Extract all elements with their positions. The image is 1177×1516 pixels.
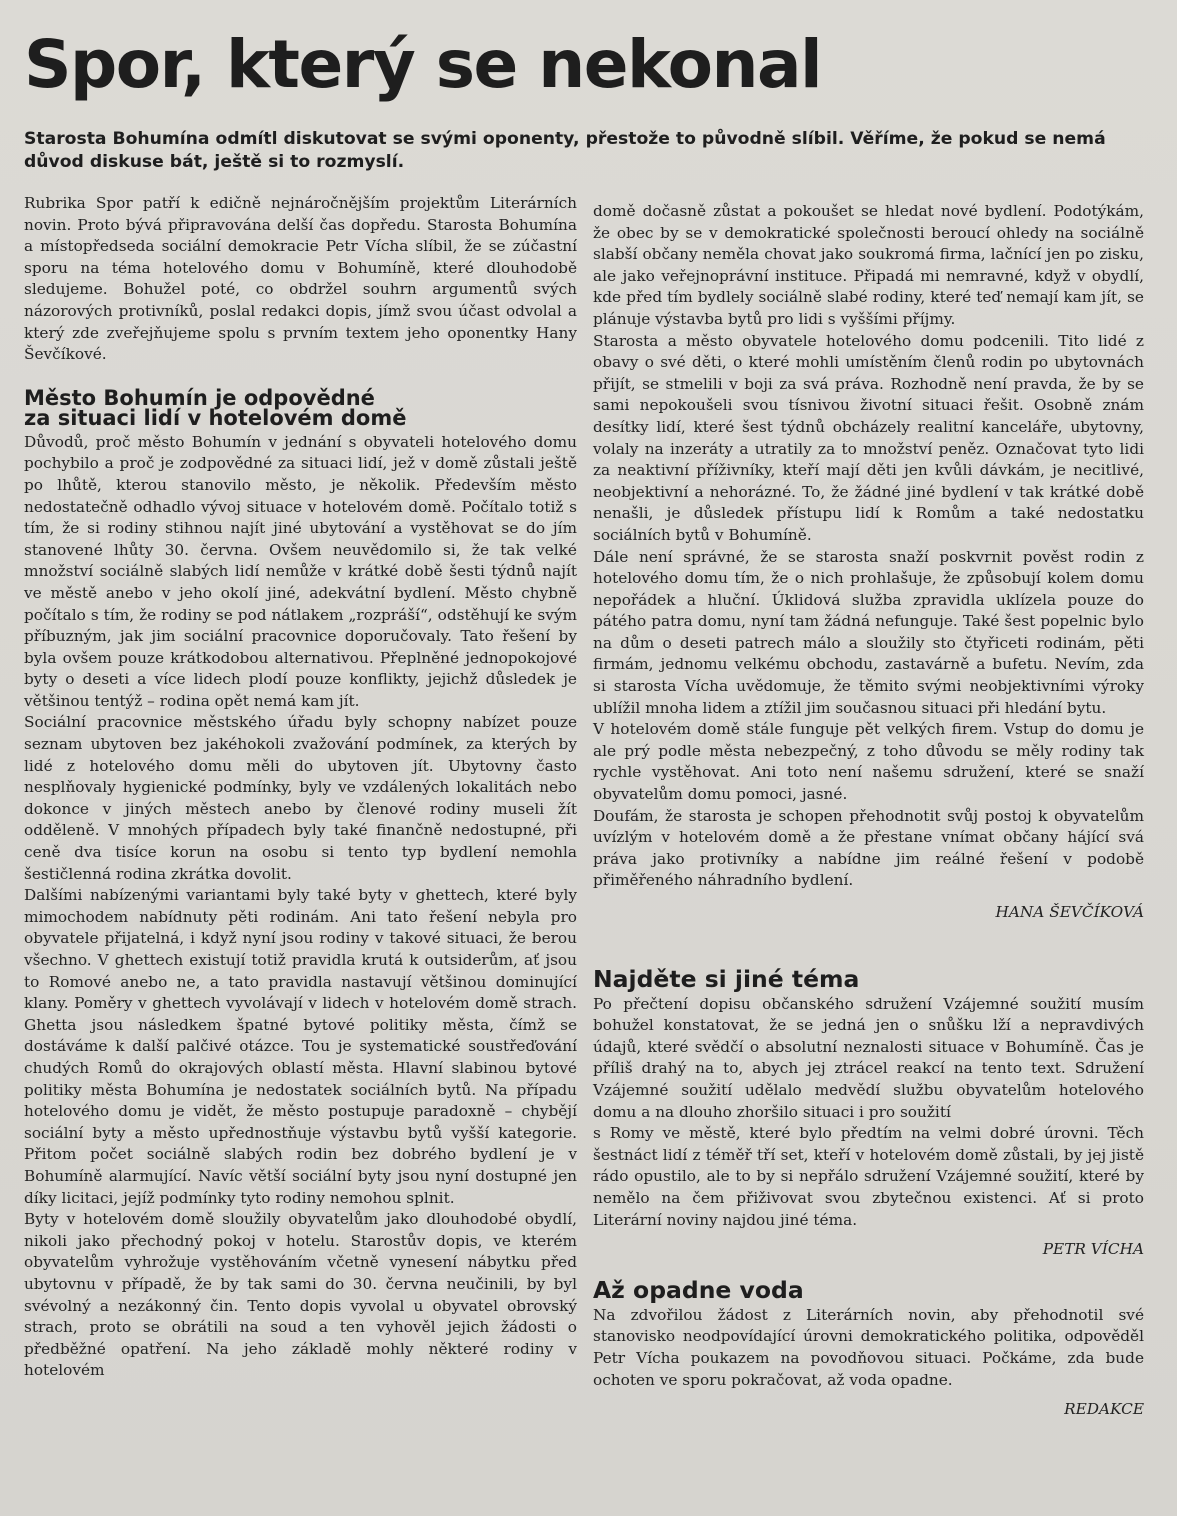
article1-heading-line1: Město Bohumín je odpovědné: [24, 385, 375, 410]
intro-paragraph: Rubrika Spor patří k edičně nejnáročnějším projektům Literárních novin. Proto bývá připravována delší čas dopředu. Starosta Bohumína a místopředseda sociální demokracie Petr Vícha slíbil, že se zúčastní sporu na téma hotelového domu v Bohumíně, které dlouhodobě sledujeme. Bohužel poté, co obdržel souhrn argumentů svých názorových protivníků, poslal redakci dopis, jímž svou účast odvolal a který zde zveřejňujeme spolu s prvním textem jeho oponentky Hany Ševčíkové.: [24, 194, 577, 364]
article2-paragraph: Po přečtení dopisu občanského sdružení Vzájemné soužití musím bohužel konstatovat, že se jedná jen o snůšku lží a nepravdivých údajů, které svědčí o absolutní neznalosti situace v Bohumíně. Čas je příliš drahý na to, abych jej ztrácel reakcí na tento text. Sdružení Vzájemné soužití udělalo medvědí službu obyvatelům hotelového domu a na dlouho zhoršilo situaci i pro soužití: [593, 994, 1144, 1121]
article1-paragraph: Sociální pracovnice městského úřadu byly schopny nabízet pouze seznam ubytoven bez jakéhokoli zvažování podmínek, za kterých by lidé z hotelového domu měli do ubytoven jít. Ubytovny často nesplňovaly hygienické podmínky, byly ve vzdálených lokalitách nebo dokonce v jiných městech anebo by členové rodiny museli žít odděleně. V mnohých případech byly také finančně nedostupné, při ceně dva tisíce korun na osobu si tento typ bydlení nemohla šestičlenná rodina zkrátka dovolit.: [24, 713, 577, 883]
deck-subtitle: Starosta Bohumína odmítl diskutovat se svými oponenty, přestože to původně slíbil. Věříme, že pokud se nemá důvod diskuse bát, ještě si to rozmyslí.: [24, 129, 1106, 172]
article2-heading: Najděte si jiné téma: [593, 964, 860, 993]
article1-paragraph: Dalšími nabízenými variantami byly také byty v ghettech, které byly mimochodem nabídnuty pěti rodinám. Ani tato řešení nebyla pro obyvatele přijatelná, i když nyní jsou rodiny v takové situaci, že berou všechno. V ghettech existují totiž pravidla krutá k outsiderům, ať jsou to Romové anebo ne, a tato pravidla nastavují většinou dominující klany. Poměry v ghettech vyvolávají v lidech v hotelovém domě strach. Ghetta jsou následkem špatné bytové politiky města, čímž se dostáváme k další palčivé otázce. Tou je systematické soustřeďování chudých Romů do okrajových oblastí města. Hlavní slabinou bytové politiky města Bohumína je nedostatek sociálních bytů. Na případu hotelového domu je vidět, že město postupuje paradoxně – chybějí sociální byty a město upřednostňuje výstavbu bytů vyšší kategorie. Přitom počet sociálně slabých rodin bez dobrého bydlení je v Bohumíně alarmující. Navíc větší sociální byty jsou nyní dostupné jen díky licitaci, jejíž podmínky tyto rodiny nemohou splnit.: [24, 886, 577, 1207]
article1-paragraph: Byty v hotelovém domě sloužily obyvatelům jako dlouhodobé obydlí, nikoli jako přechodný pokoj v hotelu. Starostův dopis, ve kterém obyvatelům vyhrožuje vystěhováním včetně vynesení nábytku před ubytovnu v případě, že by tak sami do 30. června neučinili, by byl svévolný a nezákonný čin. Tento dopis vyvolal u obyvatel obrovský strach, proto se obrátili na soud a ten vyhověl jejich žádosti o předběžné opatření. Na jeho základě mohly některé rodiny v hotelovém: [24, 1210, 577, 1380]
article3-paragraph: Na zdvořilou žádost z Literárních novin, aby přehodnotil své stanovisko neodpovídající úrovni demokratického politika, odpověděl Petr Vícha poukazem na povodňovou situaci. Počkáme, zda bude ochoten ve sporu pokračovat, až voda opadne.: [593, 1305, 1144, 1389]
article1-paragraph: Starosta a město obyvatele hotelového domu podcenili. Tito lidé z obavy o své děti, o které mohli umístěním členů rodin po ubytovnách přijít, se stmelili v boji za svá práva. Rozhodně není pravda, že by se sami nepokoušeli svou tísnivou životní situaci řešit. Osobně znám desítky lidí, které šest týdnů obcházely realitní kanceláře, ubytovny, volaly na inzeráty a utratily za to množství peněz. Označovat tyto lidi za neaktivní příživníky, kteří mají děti jen kvůli dávkám, je necitlivé, neobjektivní a nehorázné. To, že žádné jiné bydlení v tak krátké době nenašli, je důsledek přístupu lidí k Romům a také nedostatku sociálních bytů v Bohumíně.: [593, 331, 1144, 544]
article1-paragraph: domě dočasně zůstat a pokoušet se hledat nové bydlení. Podotýkám, že obec by se v demokratické společnosti beroucí ohledy na sociálně slabší občany neměla chovat jako soukromá firma, lačnící jen po zisku, ale jako veřejnoprávní instituce. Připadá mi nemravné, když v obydlí, kde před tím bydlely sociálně slabé rodiny, které teď nemají kam jít, se plánuje výstavba bytů pro lidi s vyššími příjmy.: [593, 202, 1144, 328]
article1-heading-line2: za situaci lidí v hotelovém domě: [24, 405, 407, 430]
article2-paragraph: s Romy ve městě, které bylo předtím na velmi dobré úrovni. Těch šestnáct lidí z téměř tří set, kteří v hotelovém domě zůstali, by jej jistě rádo opustilo, ale to by si nepřálo sdružení Vzájemné soužití, které by nemělo na čem přiživovat svou zbytečnou existenci. Ať si proto Literární noviny najdou jiné téma.: [593, 1124, 1144, 1229]
left-column: [24, 193, 577, 1382]
article1-paragraph: Doufám, že starosta je schopen přehodnotit svůj postoj k obyvatelům uvízlým v hotelovém domě a že přestane vnímat občany hájící svá práva jako protivníky a nabídne jim reálné řešení v podobě přiměřeného náhradního bydlení.: [593, 806, 1144, 890]
article2-author: PETR VÍCHA: [1042, 1240, 1144, 1259]
article1-author: HANA ŠEVČÍKOVÁ: [995, 903, 1144, 921]
article1-paragraph: Dále není správné, že se starosta snaží poskvrnit pověst rodin z hotelového domu tím, že o nich prohlašuje, že způsobují kolem domu nepořádek a hluční. Úklidová služba zpravidla uklízela pouze do pátého patra domu, nyní tam žádná nefunguje. Také šest popelnic bylo na dům o deseti patrech málo a sloužily sto čtyřiceti rodinám, pěti firmám, jednomu velkému obchodu, zastavárně a bufetu. Nevím, zda si starosta Vícha uvědomuje, že těmito svými neobjektivními výroky ublížil mnoha lidem a ztížil jim současnou situaci při hledání bytu.: [593, 547, 1144, 717]
article3-author: REDAKCE: [1064, 1400, 1144, 1419]
article1-paragraph: Důvodů, proč město Bohumín v jednání s obyvateli hotelového domu pochybilo a proč je zodpovědné za situaci lidí, jež v domě zůstali ještě po lhůtě, kterou stanovilo město, je několik. Především město nedostatečně odhadlo vývoj situace v hotelovém domě. Počítalo totiž s tím, že si rodiny stihnou najít jiné ubytování a vystěhovat se do jím stanovené lhůty 30. června. Ovšem neuvědomilo si, že tak velké množství sociálně slabých lidí nemůže v krátké době šesti týdnů najít ve městě anebo v jeho okolí jiné, adekvátní bydlení. Město chybně počítalo s tím, že rodiny se pod nátlakem „rozpráší“, odstěhují ke svým příbuzným, jak jim sociální pracovnice doporučovaly. Tato řešení by byla ovšem pouze krátkodobou alternativou. Přeplněné jednopokojové byty o deseti a více lidech plodí pouze konflikty, jejichž důsledek je většinou tentýž – rodina opět nemá kam jít.: [24, 432, 577, 710]
headline: Spor, který se nekonal: [24, 26, 822, 103]
article3-heading: Až opadne voda: [593, 1275, 804, 1304]
article1-heading: [24, 385, 577, 430]
article1-paragraph: V hotelovém domě stále funguje pět velkých firem. Vstup do domu je ale prý podle města nebezpečný, z toho důvodu se měly rodiny tak rychle vystěhovat. Ani toto není našemu sdružení, které se snaží obyvatelům domu pomoci, jasné.: [593, 720, 1144, 804]
right-column: [593, 201, 1144, 1421]
